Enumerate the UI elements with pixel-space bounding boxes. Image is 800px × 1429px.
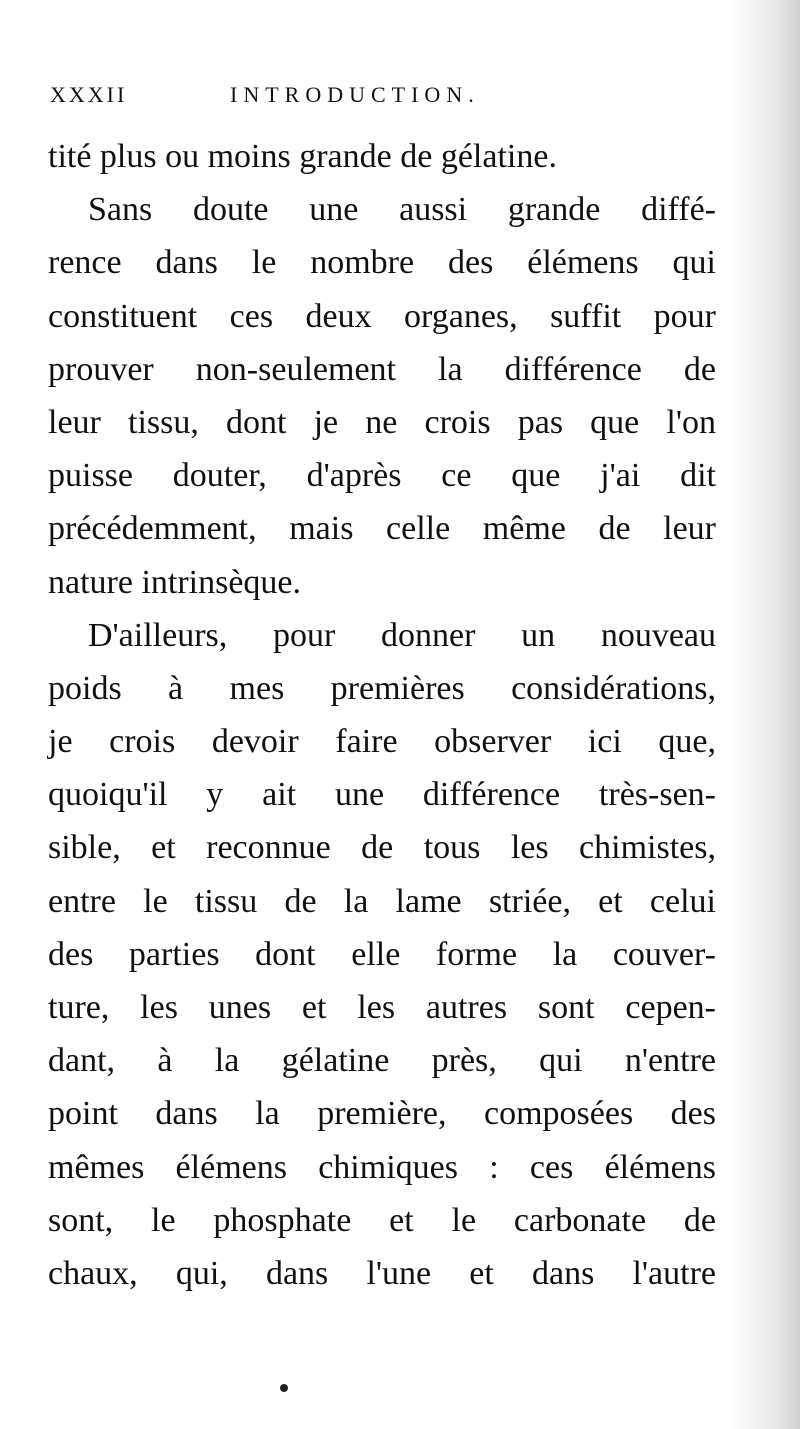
text-line: point dans la première, composées des [48,1095,716,1133]
text-line: mêmes élémens chimiques : ces élémens [48,1148,716,1186]
text-line: tité plus ou moins grande de gélatine. [48,138,557,175]
text-line: poids à mes premières considérations, [48,669,716,707]
page-edge-shading [730,0,800,1429]
text-line: dant, à la gélatine près, qui n'entre [48,1042,716,1080]
text-line: leur tissu, dont je ne crois pas que l'on [48,403,716,441]
text-line: rence dans le nombre des élémens qui [48,244,716,282]
page-title: INTRODUCTION. [230,82,480,107]
text-line: prouver non-seulement la différence de [48,350,716,388]
text-line: des parties dont elle forme la couver- [48,935,716,973]
text-line: quoiqu'il y ait une différence très-sen- [48,776,716,814]
text-line: puisse douter, d'après ce que j'ai dit [48,457,716,495]
text-line: Sans doute une aussi grande diffé- [88,191,716,229]
page-number: XXXII [50,82,128,107]
text-line: D'ailleurs, pour donner un nouveau [88,616,716,654]
text-line: nature intrinsèque. [48,563,302,601]
text-line: chaux, qui, dans l'une et dans l'autre [48,1254,716,1292]
text-line: je crois devoir faire observer ici que, [48,723,716,761]
text-line: entre le tissu de la lame striée, et celui [48,882,716,920]
text-line: ture, les unes et les autres sont cepen- [48,989,716,1026]
body-text [48,130,716,1300]
text-line: sont, le phosphate et le carbonate de [48,1201,716,1239]
text-line: précédemment, mais celle même de leur [48,510,716,548]
text-line: sible, et reconnue de tous les chimistes, [48,829,716,867]
printer-dot-mark [280,1384,288,1392]
text-line: constituent ces deux organes, suffit pour [48,297,716,335]
running-head [50,82,750,112]
